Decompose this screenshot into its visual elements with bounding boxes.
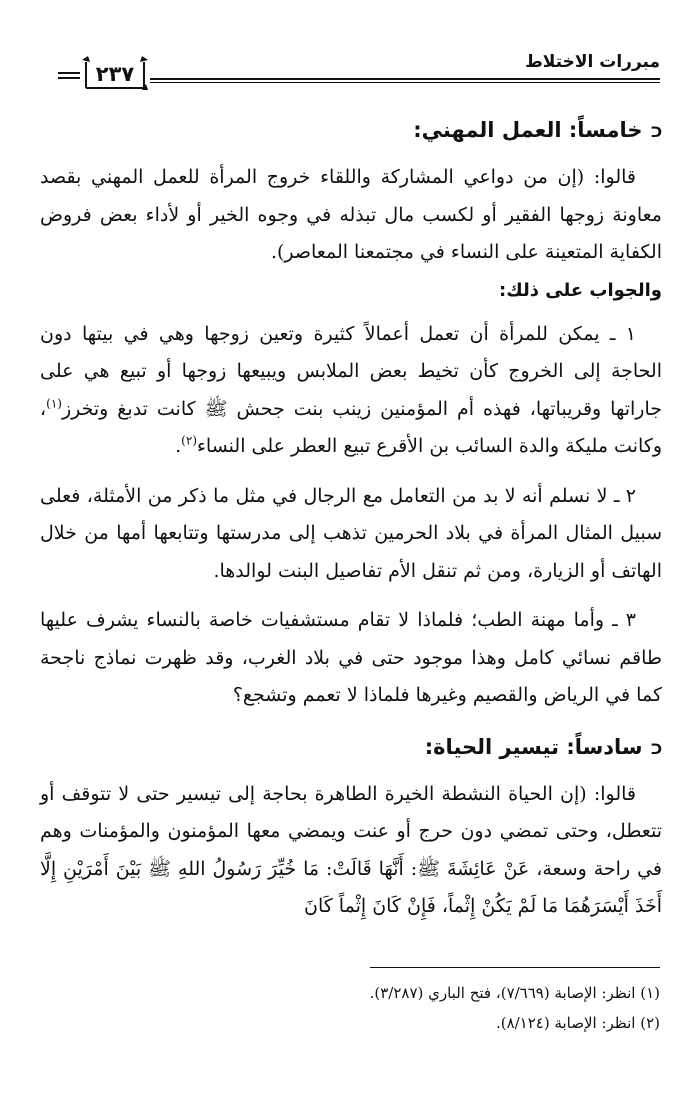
section-heading-5 [40, 110, 662, 153]
claim-paragraph-5: قالوا: (إن من دواعي المشاركة واللقاء خروج المرأة للعمل المهني بقصد معاونة زوجها الفقير أو لكسب مال تبذله في وجوه الخير أو لأداء بعض فروض الكفاية المتعينة على النساء في مجتمعنا المعاصر). [40, 166, 662, 263]
bullet-c-icon: ᑐ [650, 741, 662, 758]
footnote-2: (٢) انظر: الإصابة (٨/١٢٤). [495, 1014, 660, 1032]
footnote-ref-1[interactable]: (١) [46, 396, 62, 411]
main-content [40, 110, 662, 926]
running-header [40, 48, 660, 98]
running-title: مبررات الاختلاط [525, 52, 660, 72]
claim-paragraph-6: قالوا: (إن الحياة النشطة الخيرة الطاهرة بحاجة إلى تيسير حتى لا تتوقف أو تتعطل، وحتى تمضي دون حرج أو عنت ويمضي معها المؤمنون والمؤمنات وهم في راحة وسعة، عَنْ عَائِشَةَ ﷺ: أَنَّهَا قَالَتْ: مَا خُيِّرَ رَسُولُ اللهِ ﷺ بَيْنَ أَمْرَيْنِ إِلَّا أَخَذَ أَيْسَرَهُمَا مَا لَمْ يَكُنْ إِثْماً، فَإِنْ كَانَ إِثْماً كَانَ [40, 782, 662, 917]
header-rule-thin [150, 82, 660, 83]
section-heading-5-text: خامساً: العمل المهني: [413, 118, 643, 142]
section-heading-6 [40, 727, 662, 770]
footnote-1: (١) انظر: الإصابة (٧/٦٦٩)، فتح الباري (٣/٢٨٧). [369, 984, 660, 1002]
answer-point-3: ٣ ـ وأما مهنة الطب؛ فلماذا لا تقام مستشفيات خاصة بالنساء يشرف عليها طاقم نسائي كامل وهذا موجود حتى في بلاد الغرب، وقد ظهرت نماذج ناجحة كما في الرياض والقصيم وغيرها فلماذا لا تعمم وتشجع؟ [40, 609, 662, 706]
answer-point-2: ٢ ـ لا نسلم أنه لا بد من التعامل مع الرجال في مثل ما ذكر من الأمثلة، فعلى سبيل المثال المرأة في بلاد الحرمين تذهب إلى مدرستها وتتابعها أمها من خلال الهاتف أو الزيارة، ومن ثم تنقل الأم تفاصيل البنت لوالدها. [40, 484, 662, 582]
footnotes [40, 978, 660, 1038]
header-left-lines [58, 72, 80, 82]
page-number-frame [80, 56, 150, 90]
footnote-ref-2[interactable]: (٢) [181, 433, 197, 448]
answer-point-1-end: . [175, 435, 182, 457]
answer-heading: والجواب على ذلك: [499, 279, 662, 301]
bullet-c-icon: ᑐ [650, 125, 662, 141]
answer-point-1 [40, 316, 662, 466]
page-number: ٢٣٧ [95, 62, 135, 86]
answer-point-1-text-2: ، وكانت مليكة والدة السائب بن الأقرع تبيع العطر على النساء [40, 397, 662, 457]
section-heading-6-text: سادساً: تيسير الحياة: [424, 734, 643, 759]
footnote-rule [370, 967, 660, 968]
header-rule [150, 78, 660, 80]
answer-point-1-text: ١ ـ يمكن للمرأة أن تعمل أعمالاً كثيرة وتعين زوجها وهي في بيتها دون الحاجة إلى الخروج كأن تخيط بعض الملابس ويبيعها زوجها أو تبيع هي على جاراتها وقريباتها، فهذه أم المؤمنين زينب بنت جحش ﷺ كانت تدبغ وتخرز [40, 322, 662, 420]
